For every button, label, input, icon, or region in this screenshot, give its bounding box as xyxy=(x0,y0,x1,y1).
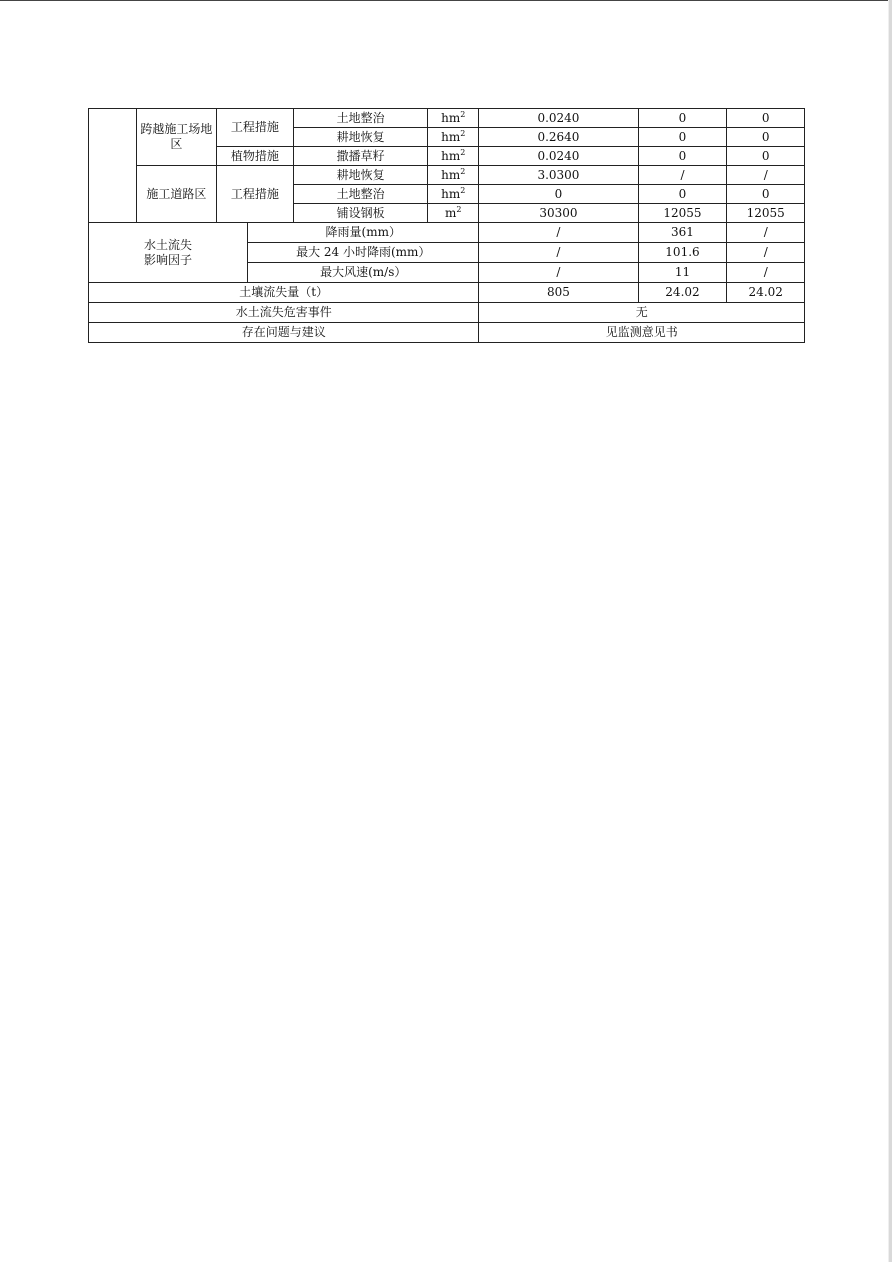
soil-loss-label: 土壤流失量（t） xyxy=(89,283,479,303)
issues-label: 存在问题与建议 xyxy=(89,323,479,343)
planned-cell: 0.0240 xyxy=(479,109,638,128)
table-row xyxy=(89,283,805,303)
current-cell: 101.6 xyxy=(638,243,727,263)
unit-cell: $m^2$ xyxy=(428,204,479,223)
current-cell: 12055 xyxy=(638,204,727,223)
monitoring-table xyxy=(88,108,805,343)
cumulative-cell: / xyxy=(727,223,805,243)
site-area-label: 施工道路区 xyxy=(137,166,217,223)
cumulative-cell: / xyxy=(727,243,805,263)
page-top-rule xyxy=(0,0,892,1)
current-cell: 24.02 xyxy=(638,283,727,303)
factor-name-cell: 降雨量(mm） xyxy=(248,223,479,243)
current-cell: 11 xyxy=(638,263,727,283)
cumulative-cell: 0 xyxy=(727,185,805,204)
current-cell: 0 xyxy=(638,185,727,204)
cumulative-cell: 12055 xyxy=(727,204,805,223)
unit-cell: $hm^2$ xyxy=(428,166,479,185)
current-cell: 0 xyxy=(638,147,727,166)
item-cell: 耕地恢复 xyxy=(294,166,428,185)
table-row xyxy=(89,109,805,128)
factor-group-label xyxy=(89,223,248,283)
planned-cell: 805 xyxy=(479,283,638,303)
planned-cell: / xyxy=(479,243,638,263)
hazard-value: 无 xyxy=(479,303,805,323)
unit-cell: $hm^2$ xyxy=(428,147,479,166)
planned-cell: 0.2640 xyxy=(479,128,638,147)
planned-cell: / xyxy=(479,223,638,243)
measure-type-label: 植物措施 xyxy=(216,147,293,166)
cumulative-cell: 24.02 xyxy=(727,283,805,303)
table-row xyxy=(89,166,805,185)
current-cell: 0 xyxy=(638,109,727,128)
unit-cell: $hm^2$ xyxy=(428,128,479,147)
measure-type-label: 工程措施 xyxy=(216,166,293,223)
planned-cell: / xyxy=(479,263,638,283)
site-area-label: 跨越施工场地区 xyxy=(137,109,217,166)
cumulative-cell: / xyxy=(727,263,805,283)
factor-label-line: 影响因子 xyxy=(144,252,193,267)
factor-name-cell: 最大风速(m/s） xyxy=(248,263,479,283)
cumulative-cell: 0 xyxy=(727,128,805,147)
planned-cell: 0.0240 xyxy=(479,147,638,166)
table-row xyxy=(89,223,805,243)
table-row xyxy=(89,323,805,343)
table-row xyxy=(89,303,805,323)
planned-cell: 30300 xyxy=(479,204,638,223)
current-cell: / xyxy=(638,166,727,185)
current-cell: 0 xyxy=(638,128,727,147)
item-cell: 土地整治 xyxy=(294,185,428,204)
planned-cell: 0 xyxy=(479,185,638,204)
unit-cell: $hm^2$ xyxy=(428,109,479,128)
factor-name-cell: 最大 24 小时降雨(mm） xyxy=(248,243,479,263)
issues-value: 见监测意见书 xyxy=(479,323,805,343)
planned-cell: 3.0300 xyxy=(479,166,638,185)
measure-type-label: 工程措施 xyxy=(216,109,293,147)
blank-zone-cell xyxy=(89,109,137,223)
cumulative-cell: 0 xyxy=(727,109,805,128)
unit-cell: $hm^2$ xyxy=(428,185,479,204)
item-cell: 土地整治 xyxy=(294,109,428,128)
factor-label-line: 水土流失 xyxy=(144,237,193,252)
current-cell: 361 xyxy=(638,223,727,243)
cumulative-cell: 0 xyxy=(727,147,805,166)
hazard-label: 水土流失危害事件 xyxy=(89,303,479,323)
cumulative-cell: / xyxy=(727,166,805,185)
item-cell: 铺设钢板 xyxy=(294,204,428,223)
item-cell: 撒播草籽 xyxy=(294,147,428,166)
item-cell: 耕地恢复 xyxy=(294,128,428,147)
